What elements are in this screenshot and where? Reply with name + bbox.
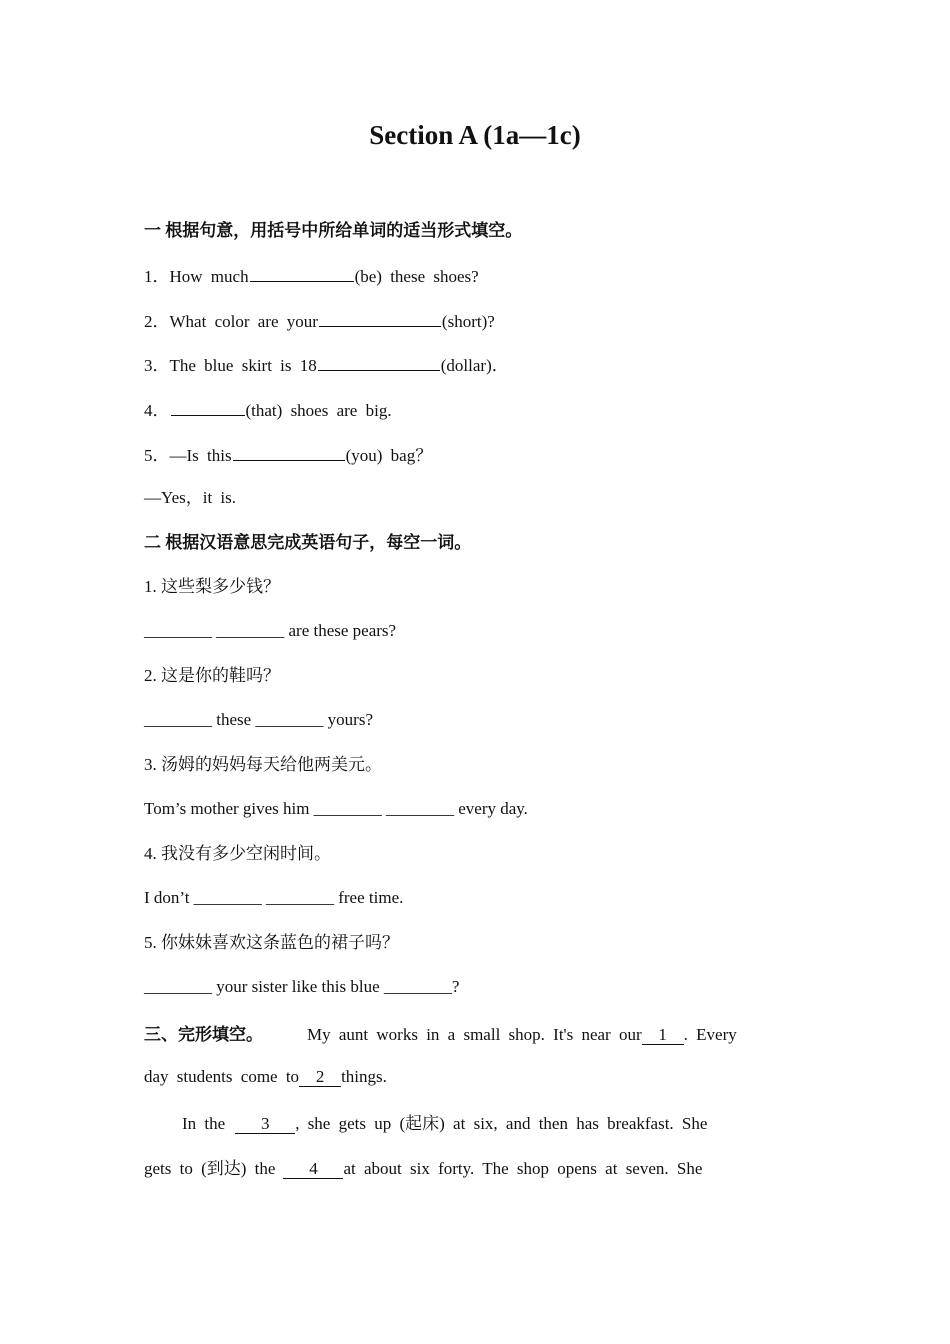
fill-blank[interactable] <box>171 398 245 416</box>
part1-item-1: 1．How much (be) these shoes? <box>144 264 479 288</box>
part1-heading: 一 根据句意，用括号中所给单词的适当形式填空。 <box>144 221 523 240</box>
part2-item-3-chinese: 3. 汤姆的妈妈每天给他两美元。 <box>144 755 382 774</box>
cloze-blank-4[interactable]: 4 <box>283 1159 343 1179</box>
part1-item-5: 5．—Is this (you) bag？ <box>144 443 432 467</box>
fill-blank[interactable] <box>233 443 345 461</box>
part3-line-2: day students come to 2 things. <box>144 1067 387 1086</box>
part1-item-2: 2．What color are your (short)? <box>144 309 495 333</box>
part3-line-4: gets to (到达) the 4 at about six forty. The shop opens at seven. She <box>144 1159 703 1178</box>
part2-item-3-english: Tom’s mother gives him ________ ________ every day. <box>144 799 528 818</box>
part2-item-2-english: ________ these ________ yours? <box>144 710 374 729</box>
fill-blank[interactable] <box>318 353 440 371</box>
part3-line-1: 三、完形填空。 My aunt works in a small shop. It's near our 1 . Every <box>144 1025 737 1044</box>
part2-item-2-chinese: 2. 这是你的鞋吗？ <box>144 666 280 685</box>
fill-blank[interactable] <box>319 309 441 327</box>
part2-heading: 二 根据汉语意思完成英语句子，每空一词。 <box>144 533 472 552</box>
part3-heading: 三、完形填空。 <box>144 1025 263 1044</box>
part2-item-5-english: ________ your sister like this blue ________? <box>144 977 460 996</box>
part3-line-3: In the 3 , she gets up (起床) at six, and then has breakfast. She <box>182 1114 708 1133</box>
part1-item-4: 4． (that) shoes are big. <box>144 398 392 422</box>
cloze-blank-1[interactable]: 1 <box>642 1025 684 1045</box>
cloze-blank-2[interactable]: 2 <box>299 1067 341 1087</box>
part1-item-5-answer: —Yes，it is. <box>144 488 237 507</box>
part2-item-1-chinese: 1. 这些梨多少钱？ <box>144 577 280 596</box>
part2-item-1-english: ________ ________ are these pears? <box>144 621 397 640</box>
part2-item-5-chinese: 5. 你妹妹喜欢这条蓝色的裙子吗？ <box>144 933 399 952</box>
part2-item-4-english: I don’t ________ ________ free time. <box>144 888 404 907</box>
part1-item-3: 3．The blue skirt is 18 (dollar)． <box>144 353 509 377</box>
cloze-blank-3[interactable]: 3 <box>235 1114 295 1134</box>
part2-item-4-chinese: 4. 我没有多少空闲时间。 <box>144 844 331 863</box>
page-title: Section A (1a—1c) <box>369 120 581 150</box>
fill-blank[interactable] <box>250 264 354 282</box>
